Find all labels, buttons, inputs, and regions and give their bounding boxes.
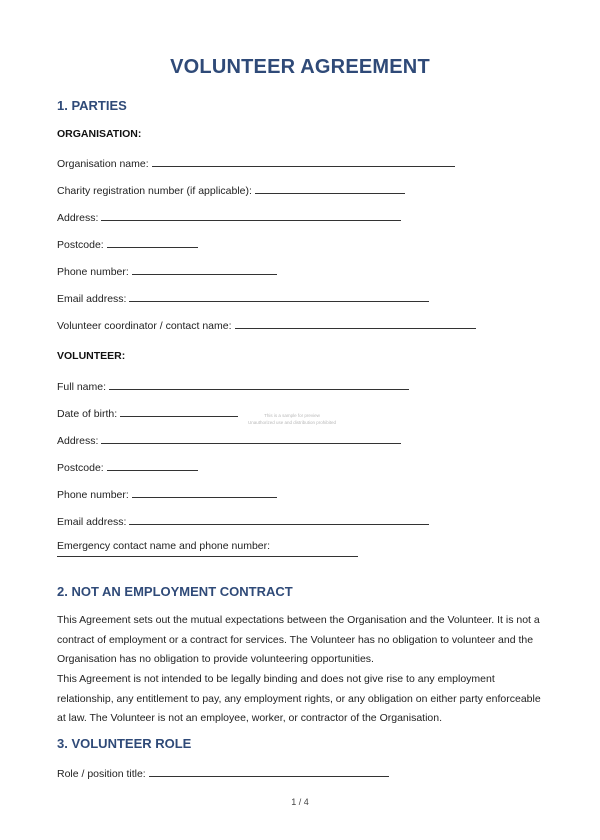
charity-number-line[interactable] — [255, 182, 405, 194]
employment-paragraph-1: This Agreement sets out the mutual expectations between the Organisation and the Volunteer. It is not a contract of employment or a contract for services. The Volunteer has no obligation to volunteer and the Organisation has no obligation to provide volunteering opportunities. — [57, 614, 540, 665]
section-employment-heading: 2. NOT AN EMPLOYMENT CONTRACT — [57, 584, 293, 599]
charity-number-field[interactable] — [57, 182, 405, 197]
emergency-contact-line[interactable] — [57, 556, 358, 557]
volunteer-phone-line[interactable] — [132, 486, 277, 498]
volunteer-postcode-line[interactable] — [107, 459, 198, 471]
volunteer-postcode-field[interactable] — [57, 459, 198, 474]
full-name-line[interactable] — [109, 378, 409, 390]
document-title: VOLUNTEER AGREEMENT — [170, 56, 430, 78]
role-title-line[interactable] — [149, 765, 389, 777]
section-role-heading: 3. VOLUNTEER ROLE — [57, 736, 192, 751]
volunteer-postcode-label: Postcode: — [57, 462, 104, 474]
volunteer-phone-field[interactable] — [57, 486, 277, 501]
volunteer-email-label: Email address: — [57, 516, 127, 528]
watermark-line-2: Unauthorized use and distribution prohibited — [248, 420, 337, 425]
organisation-heading: ORGANISATION: — [57, 128, 142, 140]
organisation-phone-line[interactable] — [132, 263, 277, 275]
organisation-email-line[interactable] — [129, 290, 429, 302]
organisation-email-label: Email address: — [57, 293, 127, 305]
coordinator-label: Volunteer coordinator / contact name: — [57, 320, 232, 332]
emergency-contact-field — [57, 540, 273, 552]
emergency-contact-label: Emergency contact name and phone number: — [57, 540, 271, 552]
full-name-field[interactable] — [57, 378, 409, 393]
preview-watermark — [248, 412, 336, 426]
page-number: 1 / 4 — [291, 797, 309, 807]
dob-field[interactable] — [57, 405, 238, 420]
volunteer-email-line[interactable] — [129, 513, 429, 525]
volunteer-phone-label: Phone number: — [57, 489, 129, 501]
charity-number-label: Charity registration number (if applicable): — [57, 185, 252, 197]
dob-label: Date of birth: — [57, 408, 118, 420]
organisation-phone-label: Phone number: — [57, 266, 129, 278]
organisation-address-field[interactable] — [57, 209, 401, 224]
coordinator-field[interactable] — [57, 317, 476, 332]
full-name-label: Full name: — [57, 381, 107, 393]
volunteer-address-field[interactable] — [57, 432, 401, 447]
volunteer-address-label: Address: — [57, 435, 99, 447]
organisation-email-field[interactable] — [57, 290, 429, 305]
volunteer-heading: VOLUNTEER: — [57, 350, 126, 362]
organisation-name-line[interactable] — [152, 155, 455, 167]
organisation-phone-field[interactable] — [57, 263, 277, 278]
organisation-postcode-field[interactable] — [57, 236, 198, 251]
organisation-name-field[interactable] — [57, 155, 455, 170]
coordinator-line[interactable] — [235, 317, 476, 329]
volunteer-address-line[interactable] — [101, 432, 401, 444]
organisation-address-line[interactable] — [101, 209, 401, 221]
organisation-address-label: Address: — [57, 212, 99, 224]
organisation-postcode-line[interactable] — [107, 236, 198, 248]
employment-paragraph-2: This Agreement is not intended to be legally binding and does not give rise to any employment relationship, any entitlement to pay, any employment rights, or any obligation on either party enforceable at law. The Volunteer is not an employee, worker, or contractor of the Organisation. — [57, 673, 541, 724]
watermark-line-1: This is a sample for preview — [264, 413, 320, 418]
section-parties-heading: 1. PARTIES — [57, 98, 127, 113]
role-title-label: Role / position title: — [57, 768, 146, 780]
organisation-postcode-label: Postcode: — [57, 239, 104, 251]
volunteer-email-field[interactable] — [57, 513, 429, 528]
organisation-name-label: Organisation name: — [57, 158, 149, 170]
dob-line[interactable] — [120, 405, 238, 417]
role-title-field[interactable] — [57, 765, 389, 780]
